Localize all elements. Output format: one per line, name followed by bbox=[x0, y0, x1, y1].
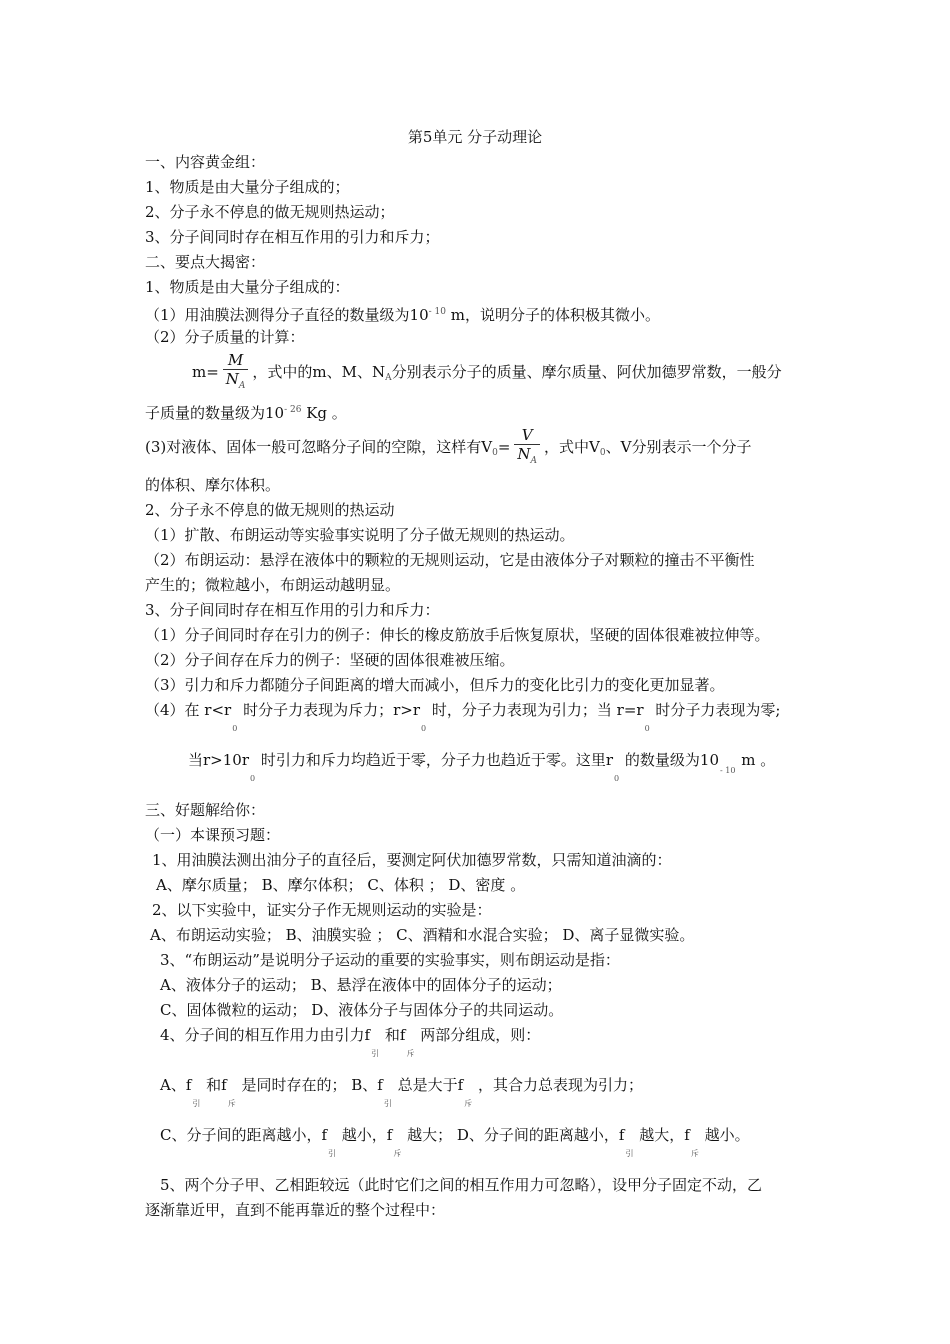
section-1-item-3: 3、分子间同时存在相互作用的引力和斥力； bbox=[145, 228, 440, 246]
volume-end-line: 的体积、摩尔体积。 bbox=[145, 476, 281, 494]
section-2-heading: 二、要点大揭密： bbox=[145, 253, 266, 271]
question-5-cont: 逐渐靠近甲，直到不能再靠近的整个过程中： bbox=[145, 1201, 446, 1219]
section-2-point-3c: （3）引力和斥力都随分子间距离的增大而减小，但斥力的变化比引力的变化更加显著。 bbox=[145, 676, 725, 694]
question-4-options-ab: A、$f_引$ 和$f_斥$ 是同时存在的； B、$f_引$ 总是大于$f_斥$ ，其合力总表现为引力； bbox=[160, 1076, 643, 1108]
fraction-v-over-na: $\frac{V}{N_A}$ bbox=[514, 426, 540, 470]
section-2-point-2b-cont: 产生的；微粒越小，布朗运动越明显。 bbox=[145, 576, 401, 594]
section-2-point-3: 3、分子间同时存在相互作用的引力和斥力： bbox=[145, 601, 440, 619]
section-2-point-2: 2、分子永不停息的做无规则的热运动 bbox=[145, 501, 395, 519]
fraction-m-over-na: $\frac{M}{N_A}$ bbox=[223, 351, 249, 395]
question-3-options-cd: C、固体微粒的运动； D、液体分子与固体分子的共同运动。 bbox=[160, 1001, 564, 1019]
section-2-point-1: 1、物质是由大量分子组成的： bbox=[145, 278, 350, 296]
section-2-point-3b: （2）分子间存在斥力的例子：坚硬的固体很难被压缩。 bbox=[145, 651, 515, 669]
section-1-item-1: 1、物质是由大量分子组成的； bbox=[145, 178, 350, 196]
formula-molecule-mass: m= $\frac{M}{N_A}$ ，式中的m、M、$N_A$分别表示分子的质量、摩尔质量、阿伏加德罗常数，一般分 bbox=[192, 350, 782, 400]
question-4: 4、分子间的相互作用力由引力$f_引$ 和$f_斥$ 两部分组成，则： bbox=[160, 1026, 541, 1058]
section-2-point-3d: （4）在 $r<r_0$ 时分子力表现为斥力；$r>r_0$ 时，分子力表现为引力；当 $r=r_0$ 时分子力表现为零; bbox=[145, 701, 781, 733]
section-2-point-2b: （2）布朗运动：悬浮在液体中的颗粒的无规则运动，它是由液体分子对颗粒的撞击不平衡性 bbox=[145, 551, 755, 569]
question-1-options: A、摩尔质量； B、摩尔体积； C、体积 ； D、密度 。 bbox=[156, 876, 526, 894]
question-2-options: A、布朗运动实验； B、油膜实验 ； C、酒精和水混合实验； D、离子显微实验。 bbox=[150, 926, 695, 944]
question-5: 5、两个分子甲、乙相距较远（此时它们之间的相互作用力可忽略），设甲分子固定不动，乙 bbox=[160, 1176, 763, 1194]
section-2-point-3e: 当$r>10r_0$ 时引力和斥力均趋近于零，分子力也趋近于零。这里$r_0$ 的数量级为$10_{- 10}$ m 。 bbox=[188, 751, 776, 783]
question-4-options-cd: C、分子间的距离越小，$f_引$ 越小，$f_斥$ 越大； D、分子间的距离越小，$f_引$ 越大，$f_斥$ 越小。 bbox=[160, 1126, 750, 1158]
section-2-point-2a: （1）扩散、布朗运动等实验事实说明了分子做无规则的热运动。 bbox=[145, 526, 575, 544]
section-1-heading: 一、内容黄金组： bbox=[145, 153, 266, 171]
question-1: 1、用油膜法测出油分子的直径后，要测定阿伏加德罗常数，只需知道油滴的： bbox=[152, 851, 672, 869]
question-3-options-ab: A、液体分子的运动； B、悬浮在液体中的固体分子的运动； bbox=[160, 976, 562, 994]
mass-order-line: 子质量的数量级为$10^{- 26}$ Kg 。 bbox=[145, 404, 347, 422]
section-1-item-2: 2、分子永不停息的做无规则热运动； bbox=[145, 203, 395, 221]
section-2-point-1b: （2）分子质量的计算： bbox=[145, 328, 305, 346]
question-2: 2、以下实验中，证实分子作无规则运动的实验是： bbox=[152, 901, 492, 919]
page-title: 第5单元 分子动理论 bbox=[407, 128, 543, 146]
preview-heading: （一）本课预习题： bbox=[145, 826, 281, 844]
section-2-point-1a: （1）用油膜法测得分子直径的数量级为$10^{- 10}$ m，说明分子的体积极其微小。 bbox=[145, 306, 660, 324]
question-3: 3、“布朗运动”是说明分子运动的重要的实验事实，则布朗运动是指： bbox=[160, 951, 620, 969]
section-3-heading: 三、好题解给你： bbox=[145, 801, 266, 819]
section-2-point-3a: （1）分子间同时存在引力的例子：伸长的橡皮筋放手后恢复原状，坚硬的固体很难被拉伸等。 bbox=[145, 626, 770, 644]
formula-molecule-volume: (3)对液体、固体一般可忽略分子间的空隙，这样有$V_0=$ $\frac{V}{N_A}$ ，式中$V_0$、V分别表示一个分子 bbox=[145, 425, 751, 475]
